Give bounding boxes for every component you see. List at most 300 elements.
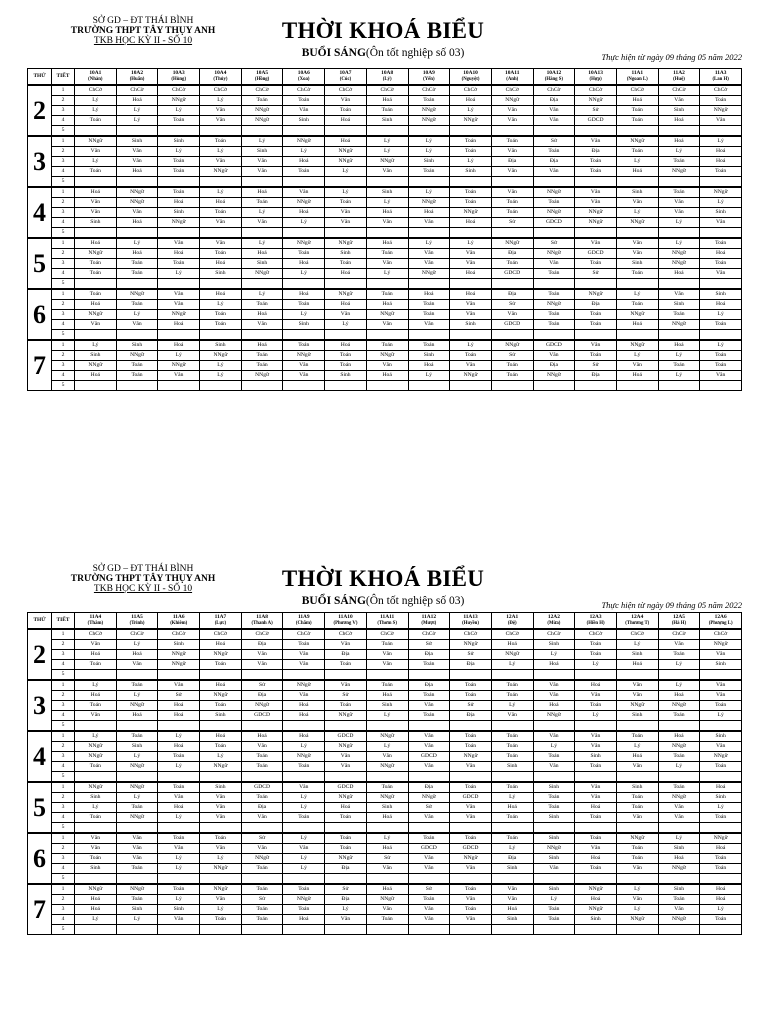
table-row bbox=[28, 803, 742, 813]
class-column-header bbox=[200, 69, 242, 86]
subject-cell: Hoá bbox=[241, 340, 283, 351]
subject-cell bbox=[533, 279, 575, 290]
class-name: 10A9 bbox=[422, 70, 435, 76]
subject-cell: ChCờ bbox=[200, 85, 242, 96]
day-cell: 3 bbox=[28, 680, 52, 731]
subject-cell: Sử bbox=[575, 106, 617, 116]
subject-cell: Hoá bbox=[283, 711, 325, 721]
subject-cell: Lý bbox=[616, 289, 658, 300]
subject-cell bbox=[325, 670, 367, 681]
class-column-header bbox=[325, 613, 367, 630]
subject-cell: ChCờ bbox=[200, 629, 242, 640]
subject-cell: Toán bbox=[241, 752, 283, 762]
subject-cell: Toán bbox=[366, 915, 408, 925]
period-cell: 5 bbox=[52, 330, 75, 341]
homeroom-teacher: (Nhàn) bbox=[88, 76, 103, 82]
subject-cell: Sinh bbox=[616, 187, 658, 198]
day-cell: 2 bbox=[28, 629, 52, 680]
subject-cell bbox=[283, 228, 325, 239]
subject-cell bbox=[450, 874, 492, 885]
subject-cell: Sinh bbox=[575, 752, 617, 762]
subject-cell: Hoá bbox=[241, 731, 283, 742]
class-name: 10A12 bbox=[546, 70, 562, 76]
subject-cell bbox=[616, 228, 658, 239]
class-column-header bbox=[200, 613, 242, 630]
subject-cell bbox=[325, 177, 367, 188]
table-row bbox=[28, 167, 742, 177]
subject-cell: Lý bbox=[408, 187, 450, 198]
subject-cell: NNgữ bbox=[200, 864, 242, 874]
subject-cell: NNgữ bbox=[658, 742, 700, 752]
subject-cell bbox=[616, 177, 658, 188]
subject-cell: NNgữ bbox=[491, 650, 533, 660]
subject-cell: Văn bbox=[408, 320, 450, 330]
class-name: 12A1 bbox=[506, 614, 519, 620]
subject-cell: NNgữ bbox=[241, 269, 283, 279]
subject-cell bbox=[700, 925, 742, 935]
subject-cell: Sinh bbox=[408, 157, 450, 167]
subject-cell: Toán bbox=[658, 895, 700, 905]
subject-cell: Văn bbox=[325, 218, 367, 228]
subject-cell: Văn bbox=[491, 310, 533, 320]
homeroom-teacher: (Huệ) bbox=[673, 76, 685, 82]
timetable-table bbox=[27, 68, 742, 391]
subject-cell: Văn bbox=[658, 905, 700, 915]
subject-cell: Lý bbox=[158, 106, 200, 116]
subject-cell: Sinh bbox=[200, 711, 242, 721]
period-cell: 5 bbox=[52, 874, 75, 885]
subject-cell bbox=[575, 721, 617, 732]
subject-cell bbox=[325, 772, 367, 783]
subject-cell: Hoá bbox=[658, 340, 700, 351]
subject-cell: Văn bbox=[200, 157, 242, 167]
subject-cell bbox=[366, 177, 408, 188]
subject-cell: Toán bbox=[533, 803, 575, 813]
subject-cell: Hoá bbox=[116, 650, 158, 660]
table-row bbox=[28, 823, 742, 834]
subject-cell: ChCờ bbox=[283, 85, 325, 96]
subject-cell: ChCờ bbox=[408, 85, 450, 96]
subject-cell: Toán bbox=[450, 680, 492, 691]
subject-cell: Văn bbox=[158, 793, 200, 803]
subject-cell: Văn bbox=[241, 742, 283, 752]
subject-cell: ChCờ bbox=[450, 85, 492, 96]
subject-cell: Toán bbox=[325, 844, 367, 854]
subject-cell: Toán bbox=[366, 640, 408, 650]
subject-cell bbox=[491, 772, 533, 783]
subject-cell: NNgữ bbox=[658, 259, 700, 269]
class-name: 12A6 bbox=[714, 614, 727, 620]
subject-cell bbox=[575, 228, 617, 239]
subject-cell: Lý bbox=[491, 793, 533, 803]
subject-cell: Hoá bbox=[116, 96, 158, 106]
subject-cell bbox=[616, 721, 658, 732]
subject-cell: Địa bbox=[325, 864, 367, 874]
subject-cell: Toán bbox=[75, 289, 117, 300]
subject-cell: Địa bbox=[241, 691, 283, 701]
session-note: (Ôn tốt nghiệp số 03) bbox=[365, 595, 465, 607]
subject-cell: Văn bbox=[200, 218, 242, 228]
class-name: 10A11 bbox=[505, 70, 520, 76]
subject-cell: NNgữ bbox=[325, 289, 367, 300]
subject-cell: Toán bbox=[700, 762, 742, 772]
subject-cell: ChCờ bbox=[658, 629, 700, 640]
table-row bbox=[28, 279, 742, 290]
subject-cell: Toán bbox=[200, 833, 242, 844]
subject-cell: Toán bbox=[158, 167, 200, 177]
class-name: 11A10 bbox=[338, 614, 353, 620]
subject-cell: NNgữ bbox=[75, 884, 117, 895]
subject-cell: Văn bbox=[616, 198, 658, 208]
subject-cell bbox=[116, 721, 158, 732]
homeroom-teacher: (Lực) bbox=[214, 620, 227, 626]
subject-cell: Lý bbox=[158, 864, 200, 874]
subject-cell: Toán bbox=[658, 711, 700, 721]
subject-cell: Văn bbox=[700, 691, 742, 701]
subject-cell: Toán bbox=[575, 310, 617, 320]
subject-cell bbox=[616, 772, 658, 783]
class-column-header bbox=[408, 69, 450, 86]
subject-cell: Văn bbox=[241, 844, 283, 854]
subject-cell: NNgữ bbox=[616, 340, 658, 351]
subject-cell: NNgữ bbox=[325, 238, 367, 249]
subject-cell: NNgữ bbox=[116, 762, 158, 772]
subject-cell: Toán bbox=[241, 905, 283, 915]
subject-cell: NNgữ bbox=[75, 742, 117, 752]
subject-cell: Lý bbox=[200, 361, 242, 371]
homeroom-teacher: (Hiền H) bbox=[586, 620, 605, 626]
subject-cell: Sinh bbox=[700, 208, 742, 218]
subject-cell: Lý bbox=[491, 660, 533, 670]
period-cell: 4 bbox=[52, 813, 75, 823]
subject-cell: GDCD bbox=[241, 711, 283, 721]
subject-cell bbox=[158, 126, 200, 137]
subject-cell: NNgữ bbox=[575, 218, 617, 228]
subject-cell: Toán bbox=[616, 854, 658, 864]
subject-cell: Lý bbox=[116, 106, 158, 116]
subject-cell: Hoá bbox=[200, 640, 242, 650]
subject-cell: Lý bbox=[200, 905, 242, 915]
subject-cell: Hoá bbox=[700, 249, 742, 259]
subject-cell: Toán bbox=[408, 340, 450, 351]
subject-cell: Văn bbox=[658, 813, 700, 823]
subject-cell: Sinh bbox=[491, 762, 533, 772]
subject-cell bbox=[700, 381, 742, 391]
class-column-header bbox=[491, 613, 533, 630]
subject-cell bbox=[116, 823, 158, 834]
subject-cell: Lý bbox=[158, 731, 200, 742]
subject-cell: Lý bbox=[75, 731, 117, 742]
subject-cell: NNgữ bbox=[158, 310, 200, 320]
subject-cell: Lý bbox=[658, 371, 700, 381]
subject-cell: Lý bbox=[408, 238, 450, 249]
subject-cell: Địa bbox=[325, 895, 367, 905]
subject-cell: Văn bbox=[491, 167, 533, 177]
subject-cell: Lý bbox=[200, 96, 242, 106]
period-cell: 4 bbox=[52, 762, 75, 772]
subject-cell bbox=[366, 772, 408, 783]
homeroom-teacher: (Ngoan L) bbox=[626, 76, 648, 82]
subject-cell: Toán bbox=[200, 701, 242, 711]
subject-cell: NNgữ bbox=[116, 187, 158, 198]
subject-cell: Văn bbox=[200, 106, 242, 116]
period-cell: 2 bbox=[52, 147, 75, 157]
subject-cell: ChCờ bbox=[75, 629, 117, 640]
period-cell: 3 bbox=[52, 854, 75, 864]
subject-cell: NNgữ bbox=[658, 249, 700, 259]
subject-cell: Toán bbox=[241, 96, 283, 106]
subject-cell bbox=[575, 874, 617, 885]
subject-cell: Văn bbox=[283, 187, 325, 198]
subject-cell: Văn bbox=[366, 218, 408, 228]
subject-cell: Lý bbox=[200, 752, 242, 762]
subject-cell: NNgữ bbox=[200, 351, 242, 361]
subject-cell bbox=[491, 823, 533, 834]
subject-cell: Toán bbox=[325, 813, 367, 823]
subject-cell: Văn bbox=[116, 844, 158, 854]
table-row bbox=[28, 300, 742, 310]
subject-cell bbox=[283, 670, 325, 681]
subject-cell: Toán bbox=[450, 782, 492, 793]
subject-cell: Văn bbox=[575, 793, 617, 803]
subject-cell: Toán bbox=[450, 351, 492, 361]
subject-cell: Sinh bbox=[241, 147, 283, 157]
homeroom-teacher: (Nguyệt) bbox=[461, 76, 480, 82]
subject-cell bbox=[200, 126, 242, 137]
subject-cell: NNgữ bbox=[575, 208, 617, 218]
period-cell: 5 bbox=[52, 772, 75, 783]
subject-cell bbox=[575, 330, 617, 341]
subject-cell bbox=[325, 279, 367, 290]
class-column-header bbox=[283, 69, 325, 86]
subject-cell: NNgữ bbox=[616, 218, 658, 228]
subject-cell: NNgữ bbox=[116, 351, 158, 361]
subject-cell: Toán bbox=[450, 905, 492, 915]
class-column-header bbox=[575, 69, 617, 86]
subject-cell: Sinh bbox=[408, 351, 450, 361]
subject-cell: GDCD bbox=[533, 218, 575, 228]
subject-cell: Sinh bbox=[616, 650, 658, 660]
subject-cell: Toán bbox=[283, 905, 325, 915]
subject-cell: NNgữ bbox=[200, 762, 242, 772]
subject-cell: NNgữ bbox=[200, 167, 242, 177]
subject-cell bbox=[283, 381, 325, 391]
subject-cell: Toán bbox=[700, 864, 742, 874]
subject-cell: Toán bbox=[366, 782, 408, 793]
subject-cell bbox=[283, 721, 325, 732]
subject-cell bbox=[366, 721, 408, 732]
subject-cell: Lý bbox=[658, 147, 700, 157]
period-cell: 2 bbox=[52, 351, 75, 361]
subject-cell: Văn bbox=[158, 300, 200, 310]
subject-cell: Toán bbox=[408, 310, 450, 320]
subject-cell: Toán bbox=[450, 884, 492, 895]
subject-cell: Sinh bbox=[616, 259, 658, 269]
timetable-sheet-2 bbox=[0, 548, 768, 932]
period-column-header: TIẾT bbox=[52, 69, 75, 86]
period-cell: 1 bbox=[52, 238, 75, 249]
day-cell: 3 bbox=[28, 136, 52, 187]
subject-cell bbox=[491, 177, 533, 188]
subject-cell bbox=[450, 381, 492, 391]
subject-cell: Hoá bbox=[75, 905, 117, 915]
subject-cell: Toán bbox=[408, 895, 450, 905]
subject-cell: Văn bbox=[700, 218, 742, 228]
subject-cell: NNgữ bbox=[533, 187, 575, 198]
subject-cell: Lý bbox=[700, 310, 742, 320]
table-row bbox=[28, 320, 742, 330]
subject-cell bbox=[325, 381, 367, 391]
subject-cell: Địa bbox=[491, 289, 533, 300]
subject-cell bbox=[116, 925, 158, 935]
subject-cell bbox=[116, 772, 158, 783]
subject-cell bbox=[241, 670, 283, 681]
period-cell: 4 bbox=[52, 371, 75, 381]
period-cell: 3 bbox=[52, 157, 75, 167]
subject-cell: Toán bbox=[325, 259, 367, 269]
class-column-header bbox=[491, 69, 533, 86]
subject-cell: Văn bbox=[241, 650, 283, 660]
subject-cell: Toán bbox=[533, 269, 575, 279]
subject-cell: Toán bbox=[700, 701, 742, 711]
subject-cell bbox=[75, 772, 117, 783]
subject-cell bbox=[158, 823, 200, 834]
subject-cell: Toán bbox=[283, 249, 325, 259]
subject-cell: Văn bbox=[283, 691, 325, 701]
subject-cell bbox=[366, 279, 408, 290]
subject-cell: Toán bbox=[533, 147, 575, 157]
subject-cell: NNgữ bbox=[200, 884, 242, 895]
table-row bbox=[28, 157, 742, 167]
period-cell: 4 bbox=[52, 116, 75, 126]
class-name: 11A11 bbox=[380, 614, 395, 620]
subject-cell bbox=[158, 177, 200, 188]
subject-cell: Sử bbox=[491, 218, 533, 228]
subject-cell: Văn bbox=[450, 361, 492, 371]
subject-cell: NNgữ bbox=[158, 361, 200, 371]
subject-cell: Toán bbox=[450, 147, 492, 157]
subject-cell: Văn bbox=[450, 864, 492, 874]
subject-cell: Toán bbox=[700, 238, 742, 249]
subject-cell: Sinh bbox=[700, 289, 742, 300]
subject-cell bbox=[116, 330, 158, 341]
subject-cell: Hoá bbox=[575, 803, 617, 813]
subject-cell: Hoá bbox=[366, 208, 408, 218]
subject-cell: NNgữ bbox=[283, 895, 325, 905]
table-row bbox=[28, 85, 742, 96]
subject-cell: Văn bbox=[158, 915, 200, 925]
subject-cell: Văn bbox=[450, 249, 492, 259]
subject-cell: Sinh bbox=[616, 782, 658, 793]
class-column-header bbox=[700, 69, 742, 86]
subject-cell bbox=[408, 330, 450, 341]
subject-cell: Văn bbox=[658, 96, 700, 106]
effective-date: Thực hiện từ ngày 09 tháng 05 năm 2022 bbox=[601, 600, 742, 610]
subject-cell: Hoá bbox=[200, 289, 242, 300]
subject-cell: Văn bbox=[283, 371, 325, 381]
subject-cell bbox=[700, 279, 742, 290]
subject-cell bbox=[241, 823, 283, 834]
subject-cell: NNgữ bbox=[116, 289, 158, 300]
subject-cell: Hoá bbox=[158, 711, 200, 721]
subject-cell bbox=[366, 823, 408, 834]
session-subtitle bbox=[258, 595, 508, 607]
period-cell: 3 bbox=[52, 650, 75, 660]
subject-cell: Sử bbox=[533, 238, 575, 249]
subject-cell: Lý bbox=[158, 269, 200, 279]
subject-cell: Hoá bbox=[75, 650, 117, 660]
subject-cell: NNgữ bbox=[241, 701, 283, 711]
subject-cell: Văn bbox=[116, 660, 158, 670]
subject-cell: Toán bbox=[491, 782, 533, 793]
subject-cell: Toán bbox=[533, 289, 575, 300]
subject-cell: Toán bbox=[241, 351, 283, 361]
subject-cell: Lý bbox=[200, 300, 242, 310]
period-cell: 1 bbox=[52, 85, 75, 96]
subject-cell: Lý bbox=[700, 711, 742, 721]
subject-cell: Sinh bbox=[200, 782, 242, 793]
subject-cell: Lý bbox=[491, 844, 533, 854]
subject-cell bbox=[616, 279, 658, 290]
subject-cell: Văn bbox=[325, 680, 367, 691]
subject-cell: Toán bbox=[325, 701, 367, 711]
homeroom-teacher: (Phượng L) bbox=[708, 620, 733, 626]
subject-cell: Văn bbox=[450, 813, 492, 823]
subject-cell: Hoá bbox=[700, 157, 742, 167]
class-column-header bbox=[450, 69, 492, 86]
table-row bbox=[28, 249, 742, 259]
subject-cell: Hoá bbox=[616, 96, 658, 106]
subject-cell: Toán bbox=[241, 762, 283, 772]
subject-cell: Văn bbox=[200, 895, 242, 905]
subject-cell bbox=[116, 874, 158, 885]
subject-cell: Lý bbox=[75, 803, 117, 813]
subject-cell bbox=[200, 823, 242, 834]
subject-cell bbox=[158, 925, 200, 935]
subject-cell: Hoá bbox=[116, 711, 158, 721]
subject-cell: NNgữ bbox=[491, 238, 533, 249]
period-cell: 1 bbox=[52, 833, 75, 844]
subject-cell: Toán bbox=[616, 300, 658, 310]
subject-cell: Sử bbox=[575, 361, 617, 371]
subject-cell: Toán bbox=[616, 147, 658, 157]
period-cell: 2 bbox=[52, 742, 75, 752]
subject-cell: ChCờ bbox=[116, 629, 158, 640]
day-cell: 7 bbox=[28, 340, 52, 391]
subject-cell: Văn bbox=[408, 218, 450, 228]
table-row bbox=[28, 269, 742, 279]
subject-cell bbox=[283, 772, 325, 783]
table-row bbox=[28, 874, 742, 885]
subject-cell: Toán bbox=[241, 300, 283, 310]
subject-cell: NNgữ bbox=[491, 96, 533, 106]
subject-cell: Hoá bbox=[366, 813, 408, 823]
period-cell: 1 bbox=[52, 340, 75, 351]
subject-cell: Toán bbox=[533, 198, 575, 208]
subject-cell: Văn bbox=[241, 218, 283, 228]
subject-cell bbox=[408, 177, 450, 188]
period-cell: 3 bbox=[52, 803, 75, 813]
subject-cell: Toán bbox=[616, 844, 658, 854]
class-name: 11A4 bbox=[89, 614, 102, 620]
table-row bbox=[28, 905, 742, 915]
period-cell: 2 bbox=[52, 300, 75, 310]
table-row bbox=[28, 844, 742, 854]
subject-cell: Văn bbox=[200, 238, 242, 249]
subject-cell: Toán bbox=[408, 833, 450, 844]
subject-cell: Văn bbox=[366, 660, 408, 670]
subject-cell: Toán bbox=[283, 96, 325, 106]
